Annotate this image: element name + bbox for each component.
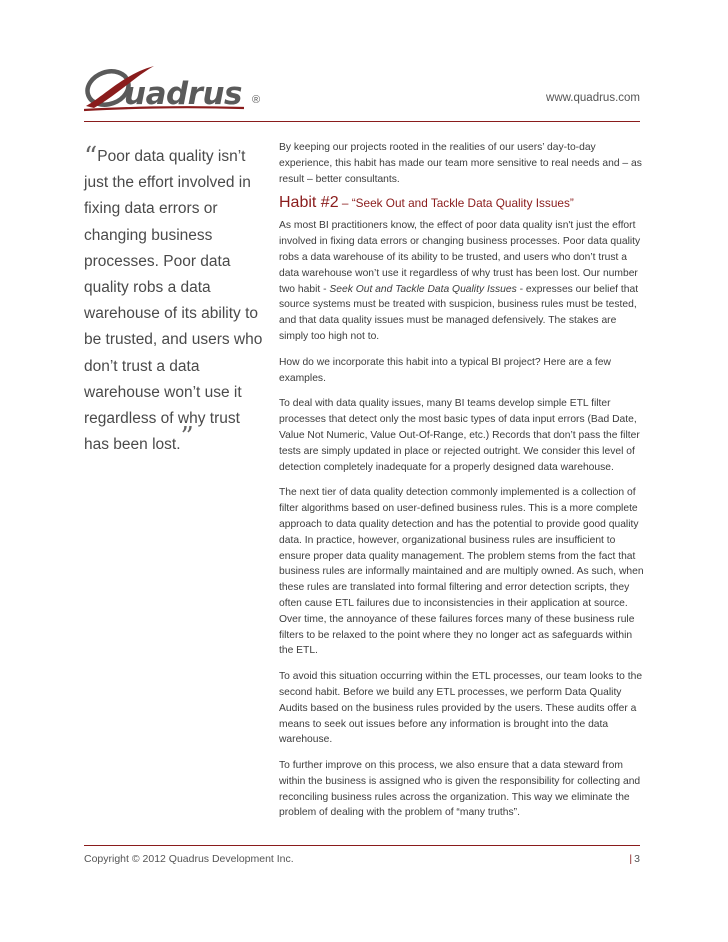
intro-paragraph: By keeping our projects rooted in the realities of our users’ day-to-day experience, this habit has made our team more sensitive to real needs and – as result – better consultants. (279, 142, 642, 185)
paragraph-4: The next tier of data quality detection commonly implemented is a collection of filter algorithms based on user-defined business rules. This is a more complete approach to data quality detection and has the potential to provide good quality data. In practice, however, organizational business rules are insufficient to ensure proper data quality management. The problem stems from the fact that business rules are informally maintained and are multiply owned. As such, when these rules are translated into formal filtering and error detection scripts, they often cause ETL failures due to inconsistencies in their application at source. Over time, the annoyance of these failures forces many of these business rule filters to be relaxed to the point where they no longer act as safeguards within the ETL. (279, 487, 644, 657)
close-quote-icon: ” (180, 422, 194, 453)
paragraph-6: To further improve on this process, we also ensure that a data steward from within the business is assigned who is given the responsibility for collecting and reconciling business rules across the organization. This way we eliminate the problem of dealing with the problem of “many truths”. (279, 760, 641, 819)
footer-divider (84, 845, 640, 846)
registered-mark: ® (252, 94, 261, 106)
paragraph-3: To deal with data quality issues, many BI teams develop simple ETL filter processes that detect only the most basic types of data input errors (Bad Date, Value Not Numeric, Value Out-Of-Range, etc.) Records that don’t pass the filter tests are simply updated in place or rejected outright. We consider this level of detection completely inadequate for a properly designed data warehouse. (279, 398, 640, 473)
copyright-text: Copyright © 2012 Quadrus Development Inc. (84, 853, 294, 865)
paragraph-1: As most BI practitioners know, the effect of poor data quality isn't just the effort involved in fixing data errors or changing business processes. Poor data quality robs a data warehouse of its ability to be trusted, and users who don’t trust a data warehouse won’t use it regardless of why trust has been lost. Our number two habit - Seek Out and Tackle Data Quality Issues - expresses our belief that source systems must be treated with suspicion, business rules must be tested, and that data quality issues must be managed defensively. The stakes are simply too high not to. (279, 220, 641, 342)
pull-quote-text: Poor data quality isn’t just the effort involved in fixing data errors or changing business processes. Poor data quality robs a data warehouse of its ability to be trusted, and users who don’t trust a data warehouse won’t use it regardless of why trust has been lost. (84, 148, 263, 454)
paragraph-2: How do we incorporate this habit into a typical BI project? Here are a few examples. (279, 356, 611, 384)
habit-title: – “Seek Out and Tackle Data Quality Issues” (338, 196, 574, 211)
habit-name-emphasis: Seek Out and Tackle Data Quality Issues (329, 283, 517, 295)
section-heading (279, 191, 645, 215)
page-number-bar: | (629, 853, 633, 865)
pull-quote (84, 144, 264, 458)
page-number (629, 853, 640, 865)
logo-wordmark: uadrus (124, 76, 242, 112)
website-link[interactable]: www.quadrus.com (546, 92, 640, 104)
main-column (279, 140, 645, 831)
open-quote-icon: “ (84, 142, 98, 172)
paragraph-5: To avoid this situation occurring within the ETL processes, our team looks to the second habit. Before we build any ETL processes, we perform Data Quality Audits based on the business rules provided by the users. These audits offer a means to seek out issues before any information is brought into the data warehouse. (279, 671, 643, 746)
quadrus-logo (84, 62, 274, 112)
habit-number: Habit #2 (279, 194, 339, 212)
page-number-value: 3 (634, 853, 640, 865)
header-divider (84, 121, 640, 122)
